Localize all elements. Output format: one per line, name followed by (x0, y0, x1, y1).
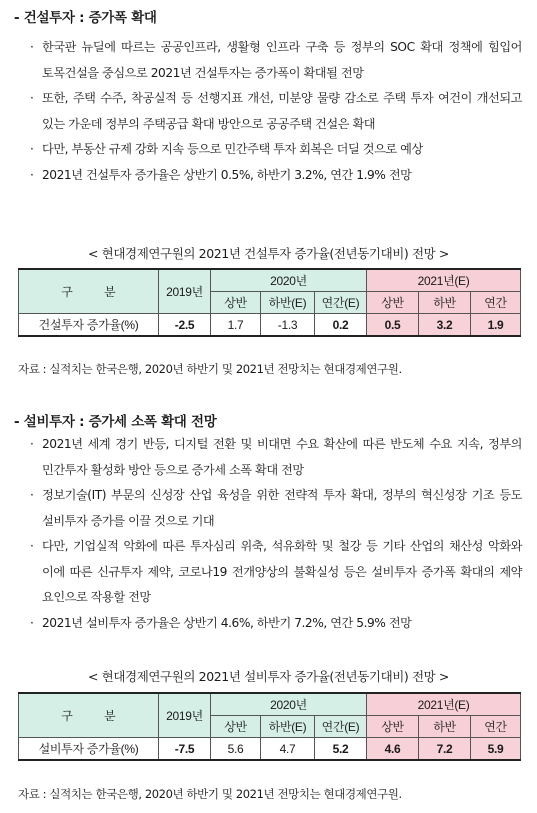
bullet-dot-icon: · (30, 40, 34, 54)
bullet-dot-icon: · (30, 91, 34, 105)
header-2021: 2021년(E) (367, 269, 521, 292)
equipment-bullet-list (30, 432, 522, 636)
header-2021-h1: 상반 (367, 292, 419, 314)
header-2019: 2019년 (159, 269, 211, 314)
construction-bullet-list (30, 35, 522, 188)
table-title-equipment: < 현대경제연구원의 2021년 설비투자 증가율(전년동기대비) 전망 > (88, 669, 449, 684)
table-row (19, 738, 521, 761)
construction-growth-table (18, 268, 521, 337)
list-item: · 한국판 뉴딜에 따르는 공공인프라, 생활형 인프라 구축 등 정부의 SOC 확대 정책에 힘입어 토목건설을 중심으로 2021년 건설투자는 증가폭이 확대될 전망 (30, 35, 522, 86)
list-item: · 다만, 부동산 규제 강화 지속 등으로 민간주택 투자 회복은 더딜 것으로 예상 (30, 137, 522, 163)
header-gubun: 구 분 (19, 269, 159, 314)
table-row (19, 314, 521, 337)
header-2020-annual: 연간(E) (315, 292, 367, 314)
header-2020-annual: 연간(E) (315, 716, 367, 738)
list-item: · 다만, 기업실적 악화에 따른 투자심리 위축, 석유화학 및 철강 등 기타 산업의 채산성 악화와 이에 따른 신규투자 제약, 코로나19 전개양상의 불확실성 등은 설비투자 증가폭 확대의 제약 요인으로 작용할 전망 (30, 534, 522, 611)
value-2021-annual: 1.9 (471, 314, 521, 337)
value-2020-h2: 4.7 (261, 738, 315, 761)
header-2020-h2: 하반(E) (261, 292, 315, 314)
header-2020-h1: 상반 (211, 716, 261, 738)
header-2019: 2019년 (159, 693, 211, 738)
list-item: · 2021년 세계 경기 반등, 디지털 전환 및 비대면 수요 확산에 따른 반도체 수요 지속, 정부의 민간투자 활성화 방안 등으로 증가세 소폭 확대 전망 (30, 432, 522, 483)
bullet-dot-icon: · (30, 615, 34, 630)
header-2020: 2020년 (211, 693, 367, 716)
list-item: · 2021년 설비투자 증가율은 상반기 4.6%, 하반기 7.2%, 연간 5.9% 전망 (30, 611, 522, 637)
value-2020-annual: 5.2 (315, 738, 367, 761)
table-title-construction: < 현대경제연구원의 2021년 건설투자 증가율(전년동기대비) 전망 > (88, 246, 449, 261)
value-2020-h1: 5.6 (211, 738, 261, 761)
bullet-dot-icon: · (30, 437, 34, 451)
bullet-dot-icon: · (30, 488, 34, 502)
value-2021-h1: 0.5 (367, 314, 419, 337)
header-2021-annual: 연간 (471, 292, 521, 314)
source-note-equipment: 자료 : 실적치는 한국은행, 2020년 하반기 및 2021년 전망치는 현대경제연구원. (18, 787, 402, 801)
source-note-construction: 자료 : 실적치는 한국은행, 2020년 하반기 및 2021년 전망치는 현대경제연구원. (18, 362, 402, 376)
value-2019: -2.5 (159, 314, 211, 337)
header-2021-h1: 상반 (367, 716, 419, 738)
header-2020-h1: 상반 (211, 292, 261, 314)
value-2020-h2: -1.3 (261, 314, 315, 337)
header-2021-h2: 하반 (419, 292, 471, 314)
bullet-dot-icon: · (30, 142, 34, 156)
section-heading-equipment: - 설비투자 : 증가세 소폭 확대 전망 (14, 414, 217, 430)
header-2020: 2020년 (211, 269, 367, 292)
list-item: · 2021년 건설투자 증가율은 상반기 0.5%, 하반기 3.2%, 연간 1.9% 전망 (30, 163, 522, 189)
header-2020-h2: 하반(E) (261, 716, 315, 738)
header-gubun: 구 분 (19, 693, 159, 738)
row-label: 설비투자 증가율(%) (19, 738, 159, 761)
section-heading-construction: - 건설투자 : 증가폭 확대 (14, 10, 157, 26)
value-2019: -7.5 (159, 738, 211, 761)
value-2020-h1: 1.7 (211, 314, 261, 337)
header-2021: 2021년(E) (367, 693, 521, 716)
value-2021-h1: 4.6 (367, 738, 419, 761)
header-2021-h2: 하반 (419, 716, 471, 738)
value-2021-h2: 3.2 (419, 314, 471, 337)
bullet-dot-icon: · (30, 167, 34, 182)
header-2021-annual: 연간 (471, 716, 521, 738)
value-2021-annual: 5.9 (471, 738, 521, 761)
list-item: · 정보기술(IT) 부문의 신성장 산업 육성을 위한 전략적 투자 확대, 정부의 혁신성장 기조 등도 설비투자 증가를 이끌 것으로 기대 (30, 483, 522, 534)
bullet-dot-icon: · (30, 539, 34, 553)
list-item: · 또한, 주택 수주, 착공실적 등 선행지표 개선, 미분양 물량 감소로 주택 투자 여건이 개선되고 있는 가운데 정부의 주택공급 확대 방안으로 공공주택 건설은 확대 (30, 86, 522, 137)
row-label: 건설투자 증가율(%) (19, 314, 159, 337)
value-2020-annual: 0.2 (315, 314, 367, 337)
value-2021-h2: 7.2 (419, 738, 471, 761)
equipment-growth-table (18, 692, 521, 761)
